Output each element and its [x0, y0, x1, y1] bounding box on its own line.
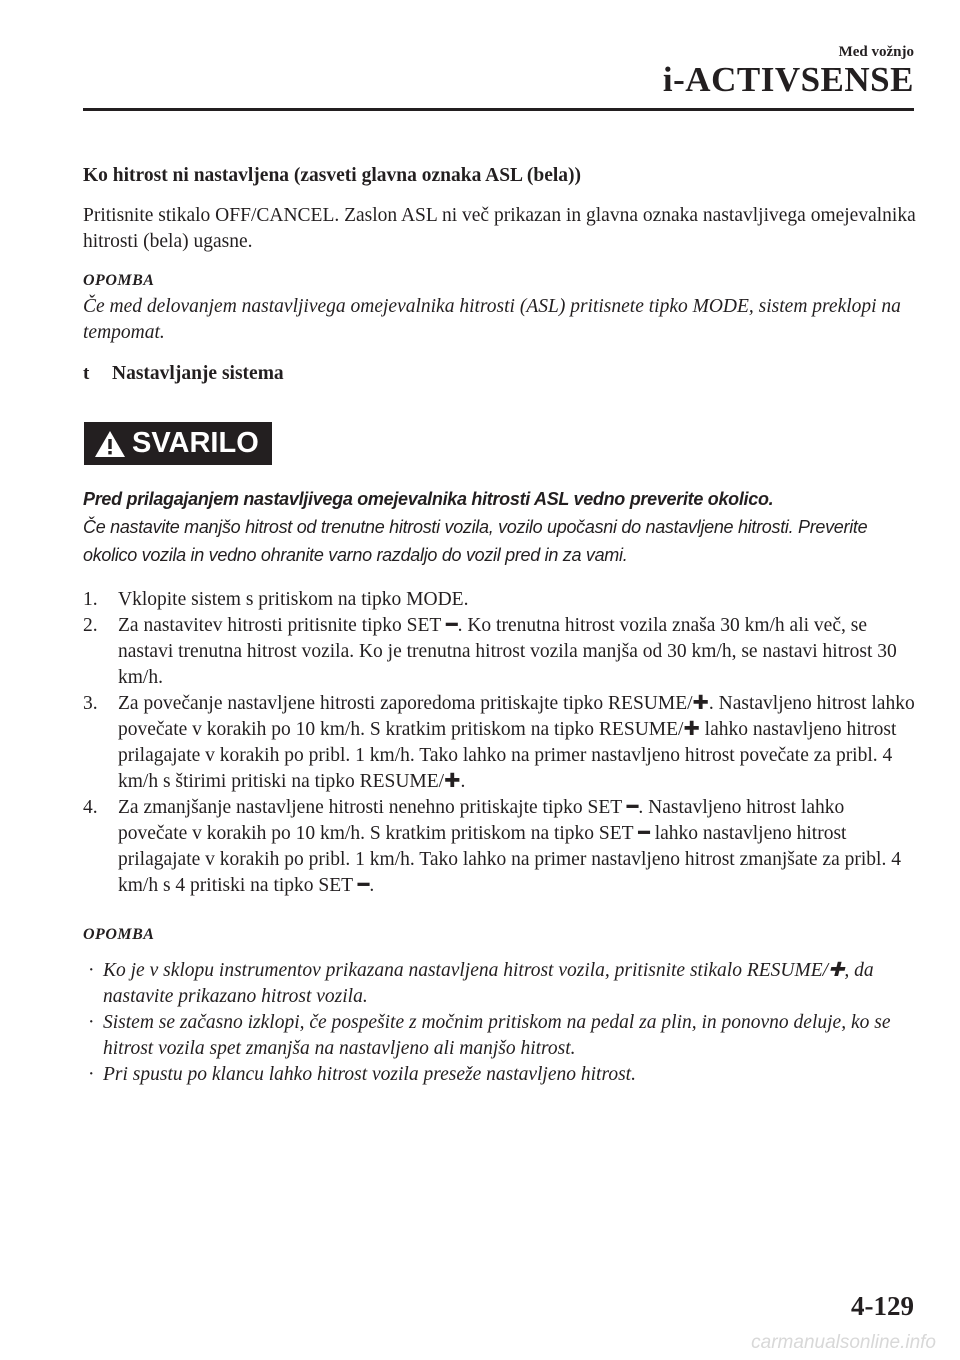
- bullet-dot: ·: [88, 1012, 95, 1033]
- warning-triangle-icon: [94, 430, 126, 458]
- warning-badge: [84, 422, 272, 465]
- subsection-title: Ko hitrost ni nastavljena (zasveti glavna oznaka ASL (bela)): [83, 165, 582, 186]
- running-header-title: i-ACTIVSENSE: [662, 60, 914, 99]
- intro-paragraph: Pritisnite stikalo OFF/CANCEL. Zaslon ASL ni več prikazan in glavna oznaka nastavljivega omejevalnika hitrosti (bela) ugasne.: [83, 205, 916, 252]
- notes-list: [83, 958, 918, 1088]
- note-text: Če med delovanjem nastavljivega omejevalnika hitrosti (ASL) pritisnete tipko MODE, sistem preklopi na tempomat.: [83, 296, 901, 343]
- step-number: 1.: [83, 589, 98, 610]
- note-item: [83, 958, 918, 1010]
- section-title: Nastavljanje sistema: [112, 363, 284, 384]
- note-label: OPOMBA: [83, 926, 155, 943]
- note-item-text: Pri spustu po klancu lahko hitrost vozila preseže nastavljeno hitrost.: [103, 1064, 636, 1085]
- header-divider: [83, 108, 914, 111]
- running-header-section: Med vožnjo: [838, 44, 914, 60]
- step-item: [83, 613, 918, 691]
- watermark: carmanualsonline.info: [751, 1332, 936, 1353]
- section-marker: t: [83, 363, 90, 384]
- step-text: Za povečanje nastavljene hitrosti zaporedoma pritiskajte tipko RESUME/✚. Nastavljeno hitrost lahko povečate v korakih po 10 km/h. S kratkim pritiskom na tipko RESUME/✚ lahko nastavljeno hitrost prilagajate v korakih po pribl. 1 km/h. Tako lahko na primer nastavljeno hitrost povečate za pribl. 4 km/h s štirimi pritiski na tipko RESUME/✚.: [118, 693, 915, 792]
- warning-text: [83, 485, 918, 569]
- step-text: Vklopite sistem s pritiskom na tipko MODE.: [118, 589, 469, 610]
- note-item-text: Sistem se začasno izklopi, če pospešite z močnim pritiskom na pedal za plin, in ponovno deluje, ko se hitrost vozila spet zmanjša na nastavljeno ali manjšo hitrost.: [103, 1012, 891, 1059]
- warning-bold-text: Pred prilagajanjem nastavljivega omejevalnika hitrosti ASL vedno preverite okolico.: [83, 489, 774, 509]
- step-item: [83, 691, 918, 795]
- step-item: [83, 795, 918, 899]
- warning-body-text: Če nastavite manjšo hitrost od trenutne hitrosti vozila, vozilo upočasni do nastavljene hitrosti. Preverite okolico vozila in vedno ohranite varno razdaljo do vozil pred in za vami.: [83, 517, 868, 565]
- step-number: 4.: [83, 797, 98, 818]
- note-item-text: Ko je v sklopu instrumentov prikazana nastavljena hitrost vozila, pritisnite stikalo RESUME/✚, da nastavite prikazano hitrost vozila.: [103, 960, 874, 1007]
- step-number: 3.: [83, 693, 98, 714]
- note-item: [83, 1062, 918, 1088]
- bullet-dot: ·: [88, 1064, 95, 1085]
- page-number: 4-129: [851, 1291, 914, 1321]
- steps-list: [83, 587, 918, 899]
- warning-badge-label: SVARILO: [132, 427, 259, 459]
- note-label: OPOMBA: [83, 272, 155, 289]
- step-item: [83, 587, 918, 613]
- step-text: Za nastavitev hitrosti pritisnite tipko SET ━. Ko trenutna hitrost vozila znaša 30 km/h ali več, se nastavi trenutna hitrost vozila. Ko je trenutna hitrost vozila manjša od 30 km/h, se nastavi hitrost 30 km/h.: [118, 615, 897, 688]
- note-item: [83, 1010, 918, 1062]
- step-text: Za zmanjšanje nastavljene hitrosti nenehno pritiskajte tipko SET ━. Nastavljeno hitrost lahko povečate v korakih po 10 km/h. S kratkim pritiskom na tipko SET ━ lahko nastavljeno hitrost prilagajate v korakih po pribl. 1 km/h. Tako lahko na primer nastavljeno hitrost zmanjšate za pribl. 4 km/h s 4 pritiski na tipko SET ━.: [118, 797, 901, 896]
- bullet-dot: ·: [88, 960, 95, 981]
- step-number: 2.: [83, 615, 98, 636]
